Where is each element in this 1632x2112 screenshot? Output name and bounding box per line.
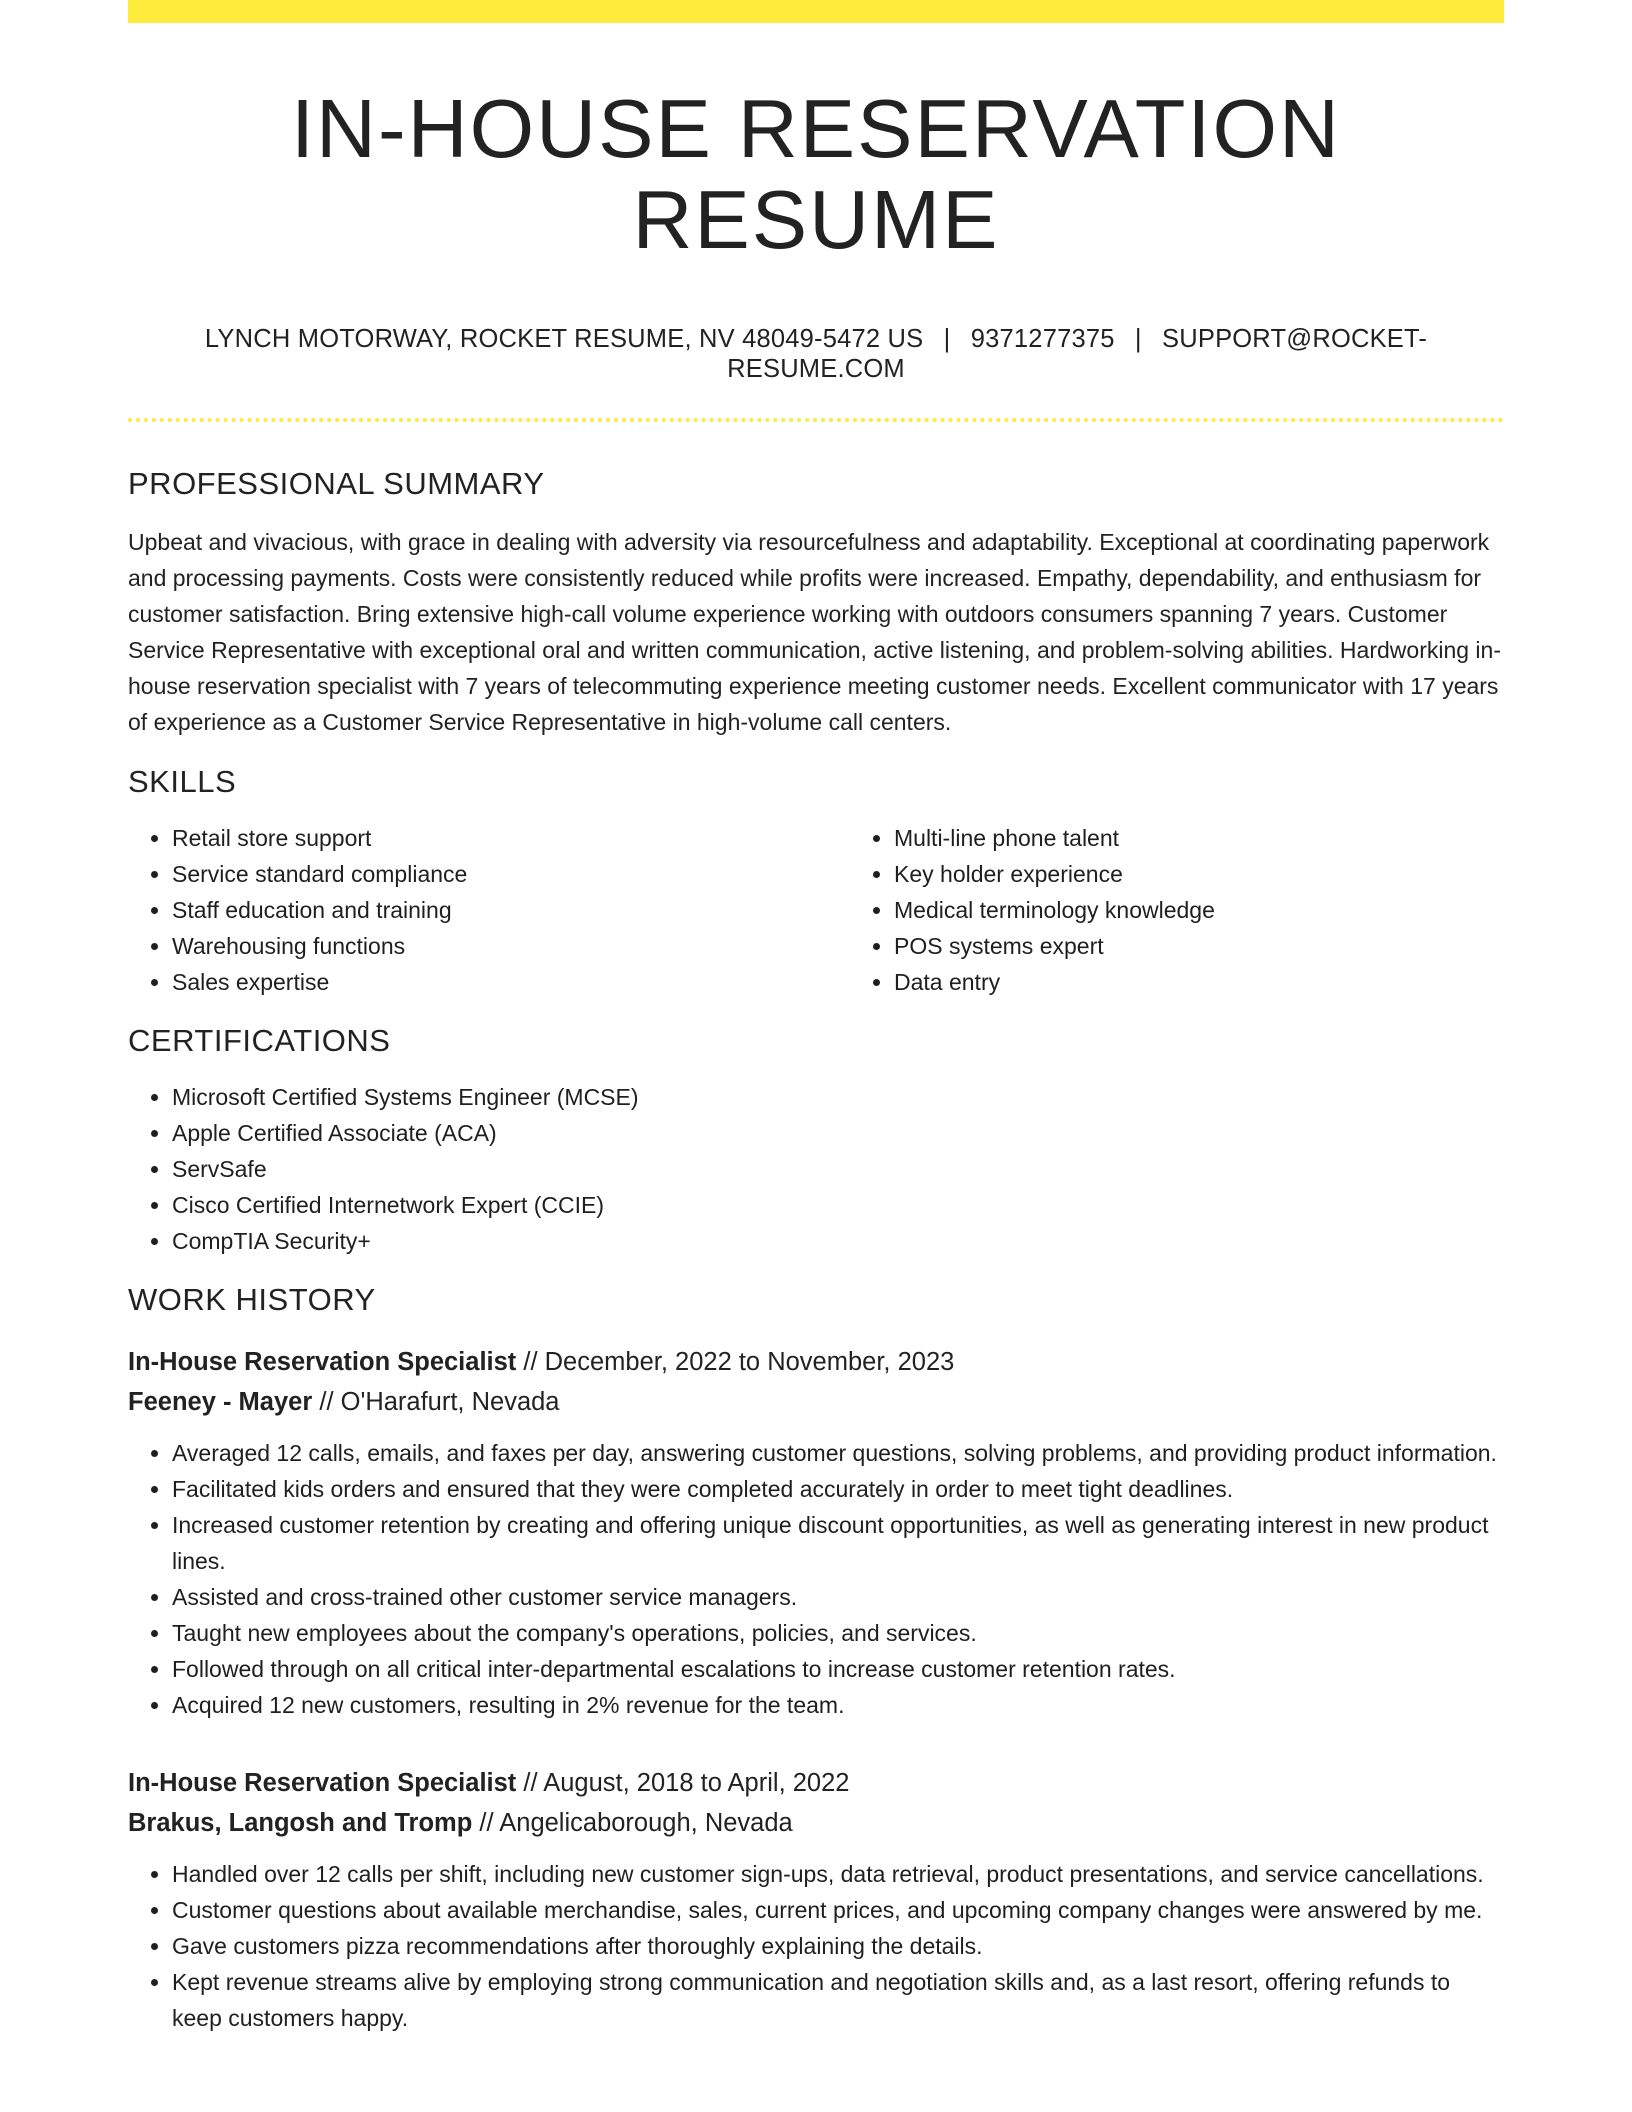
job-bullet: • Averaged 12 calls, emails, and faxes per day, answering customer questions, solving problems, and providing product information. [172, 1435, 1504, 1471]
work-history-heading: WORK HISTORY [128, 1282, 376, 1318]
contact-email: SUPPORT@ROCKET-RESUME.COM [727, 324, 1428, 384]
job-location: // O'Harafurt, Nevada [319, 1387, 560, 1416]
contact-line [128, 324, 1504, 385]
contact-phone: 9371277375 [970, 324, 1115, 353]
skills-grid [128, 800, 1504, 1000]
skills-list-right [850, 820, 1504, 1000]
skill-item: • Warehousing functions [172, 928, 850, 964]
skill-item: • Service standard compliance [172, 856, 850, 892]
job-title-line [128, 1763, 1504, 1803]
skill-item: • POS systems expert [894, 928, 1504, 964]
skills-section [128, 763, 1504, 1000]
job-company: Feeney - Mayer [128, 1387, 313, 1416]
job-title: In-House Reservation Specialist [128, 1347, 517, 1376]
job-bullet: • Assisted and cross-trained other customer service managers. [172, 1579, 1504, 1615]
job-bullet: • Followed through on all critical inter-departmental escalations to increase customer retention rates. [172, 1651, 1504, 1687]
contact-separator: | [1134, 324, 1142, 353]
summary-section [128, 465, 1504, 740]
resume-page [128, 0, 1504, 2036]
skill-item: • Data entry [894, 964, 1504, 1000]
job-bullet: • Facilitated kids orders and ensured that they were completed accurately in order to meet tight deadlines. [172, 1471, 1504, 1507]
job-entry [128, 1763, 1504, 2036]
certification-item: • CompTIA Security+ [172, 1223, 1504, 1259]
job-title: In-House Reservation Specialist [128, 1768, 517, 1797]
job-entry [128, 1342, 1504, 1723]
job-bullet: • Handled over 12 calls per shift, including new customer sign-ups, data retrieval, product presentations, and service cancellations. [172, 1856, 1504, 1892]
skill-item: • Medical terminology knowledge [894, 892, 1504, 928]
contact-separator: | [943, 324, 951, 353]
certification-item: • ServSafe [172, 1151, 1504, 1187]
job-dates: // August, 2018 to April, 2022 [523, 1768, 850, 1797]
job-bullet: • Taught new employees about the company's operations, policies, and services. [172, 1615, 1504, 1651]
skill-item: • Key holder experience [894, 856, 1504, 892]
job-location: // Angelicaborough, Nevada [479, 1808, 793, 1837]
skill-item: • Staff education and training [172, 892, 850, 928]
job-bullet: • Customer questions about available merchandise, sales, current prices, and upcoming company changes were answered by me. [172, 1892, 1504, 1928]
job-bullets [128, 1435, 1504, 1723]
accent-top-bar [128, 0, 1504, 23]
job-bullet: • Acquired 12 new customers, resulting in 2% revenue for the team. [172, 1687, 1504, 1723]
skill-item: • Retail store support [172, 820, 850, 856]
page-title: IN-HOUSE RESERVATION RESUME [291, 82, 1341, 267]
skill-item: • Multi-line phone talent [894, 820, 1504, 856]
job-dates: // December, 2022 to November, 2023 [523, 1347, 955, 1376]
job-bullet: • Increased customer retention by creating and offering unique discount opportunities, as well as generating interest in new product lines. [172, 1507, 1504, 1579]
job-bullet: • Gave customers pizza recommendations after thoroughly explaining the details. [172, 1928, 1504, 1964]
dotted-divider [128, 418, 1504, 422]
skills-list-left [128, 820, 850, 1000]
summary-text: Upbeat and vivacious, with grace in dealing with adversity via resourcefulness and adaptability. Exceptional at coordinating paperwork and processing payments. Costs were consistently reduced while profits were increased. Empathy, dependability, and enthusiasm for customer satisfaction. Bring extensive high-call volume experience working with outdoors consumers spanning 7 years. Customer Service Representative with exceptional oral and written communication, active listening, and problem-solving abilities. Hardworking in-house reservation specialist with 7 years of telecommuting experience meeting customer needs. Excellent communicator with 17 years of experience as a Customer Service Representative in high-volume call centers. [128, 528, 1501, 735]
contact-address: LYNCH MOTORWAY, ROCKET RESUME, NV 48049-5472 US [204, 324, 924, 353]
job-title-line [128, 1342, 1504, 1382]
certification-item: • Microsoft Certified Systems Engineer (MCSE) [172, 1079, 1504, 1115]
job-company-line [128, 1803, 1504, 1843]
work-history-section [128, 1281, 1504, 2035]
certification-item: • Apple Certified Associate (ACA) [172, 1115, 1504, 1151]
certifications-list [128, 1079, 1504, 1259]
job-bullets [128, 1856, 1504, 2036]
skills-heading: SKILLS [128, 763, 237, 799]
job-company-line [128, 1382, 1504, 1422]
certifications-heading: CERTIFICATIONS [128, 1023, 391, 1059]
certifications-section [128, 1022, 1504, 1259]
certification-item: • Cisco Certified Internetwork Expert (CCIE) [172, 1187, 1504, 1223]
job-company: Brakus, Langosh and Tromp [128, 1808, 473, 1837]
summary-heading: PROFESSIONAL SUMMARY [128, 465, 545, 501]
job-bullet: • Kept revenue streams alive by employing strong communication and negotiation skills and, as a last resort, offering refunds to keep customers happy. [172, 1964, 1504, 2036]
skill-item: • Sales expertise [172, 964, 850, 1000]
